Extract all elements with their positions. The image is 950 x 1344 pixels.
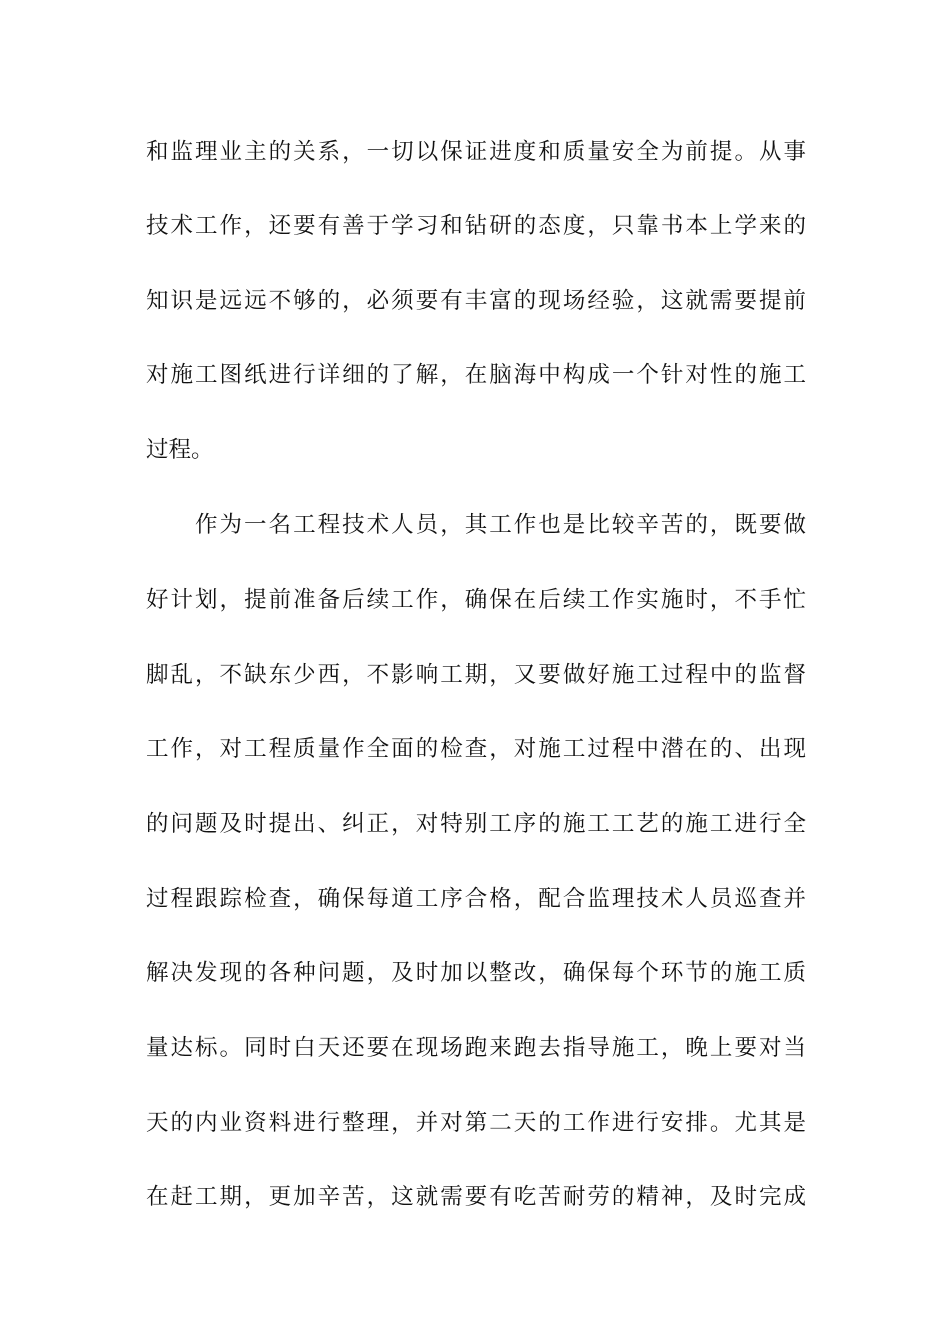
text-line: 量达标。同时白天还要在现场跑来跑去指导施工，晚上要对当 (146, 1035, 806, 1061)
text-line: 解决发现的各种问题，及时加以整改，确保每个环节的施工质 (146, 960, 806, 986)
text-line: 工作，对工程质量作全面的检查，对施工过程中潜在的、出现 (146, 736, 806, 762)
text-line: 好计划，提前准备后续工作，确保在后续工作实施时，不手忙 (146, 587, 806, 613)
text-line: 过程。 (146, 437, 214, 463)
text-line: 和监理业主的关系，一切以保证进度和质量安全为前提。从事 (146, 139, 806, 165)
text-line: 过程跟踪检查，确保每道工序合格，配合监理技术人员巡查并 (146, 886, 806, 912)
text-line: 天的内业资料进行整理，并对第二天的工作进行安排。尤其是 (146, 1110, 806, 1136)
paragraph-first-line: 作为一名工程技术人员，其工作也是比较辛苦的，既要做 (195, 512, 806, 538)
text-line: 脚乱，不缺东少西，不影响工期，又要做好施工过程中的监督 (146, 662, 806, 688)
text-line: 在赶工期，更加辛苦，这就需要有吃苦耐劳的精神，及时完成 (146, 1184, 806, 1210)
text-line: 的问题及时提出、纠正，对特别工序的施工工艺的施工进行全 (146, 811, 806, 837)
text-line: 对施工图纸进行详细的了解，在脑海中构成一个针对性的施工 (146, 362, 806, 388)
text-line: 技术工作，还要有善于学习和钻研的态度，只靠书本上学来的 (146, 213, 806, 239)
text-line: 知识是远远不够的，必须要有丰富的现场经验，这就需要提前 (146, 288, 806, 314)
